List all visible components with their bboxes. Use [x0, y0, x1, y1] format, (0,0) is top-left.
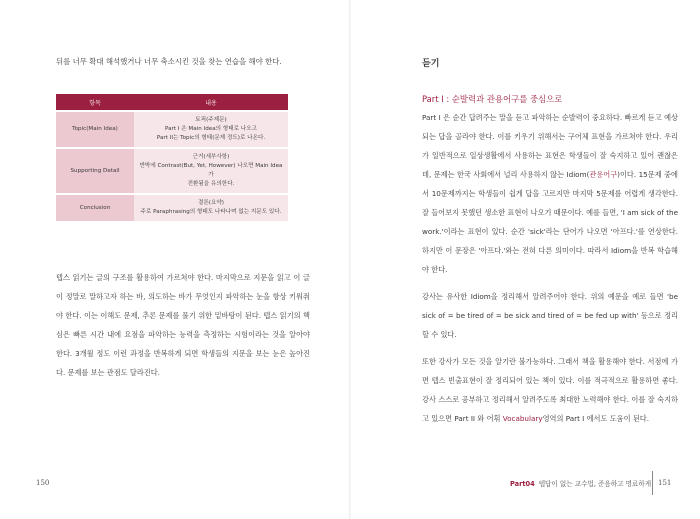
row-content — [134, 111, 288, 148]
row-content — [134, 194, 288, 221]
row-content — [134, 148, 288, 194]
table-header-item: 항목 — [56, 94, 134, 111]
intro-text: 뒤를 너무 확대 해석했거나 너무 축소시킨 것을 찾는 연습을 해야 한다. — [56, 57, 282, 66]
paragraph — [422, 108, 678, 279]
left-body-paragraph: 텝스 읽기는 글의 구조를 활용하여 가르쳐야 한다. 마지막으로 지문을 읽고 이 글이 정말로 말하고자 하는 바, 의도하는 바가 무엇인지 파악하는 눈을 항상 키워줘야 한다. 이는 이해도 문제, 추론 문제를 풀기 위한 밑바탕이 된다. 텝스 읽기의 핵심은 빠른 시간 내에 요점을 파악하는 능력을 측정하는 시험이라는 것을 알아야 한다. 3개월 정도 이런 과정을 반복하게 되면 학생들의 지문을 보는 눈은 높아진다. 문제를 보는 관점도 달라진다. — [56, 273, 310, 377]
highlight-text: Vocabulary — [502, 414, 543, 423]
section-heading: 듣기 — [422, 59, 440, 69]
right-body — [422, 108, 678, 436]
paragraph — [422, 352, 678, 428]
paragraph: 강사는 유사한 Idiom을 정리해서 알려주어야 한다. 위의 예문을 예로 들면 'be sick of = be tired of = be sick and tired of = be fed up with' 등으로 정리할 수 있다. — [422, 292, 678, 339]
right-page — [350, 0, 700, 519]
text-run: Part I 은 순간 답려주는 말을 듣고 파악하는 순발력이 중요하다. 빠르게 듣고 예상되는 답을 골라야 한다. 이를 키우기 위해서는 구어체 표현을 가르쳐야 한다. 우리가 일반적으로 일상생활에서 사용하는 표현은 학생들이 잘 숙지하고 있어 괜찮은데, 문제는 한국 사회에서 널리 사용하지 않는 Idiom( — [422, 113, 678, 179]
row-line: Part I 은 Main Idea의 형태로 나오고 — [164, 126, 257, 132]
row-label: Topic(Main Idea) — [56, 111, 134, 148]
row-label: Conclusion — [56, 194, 134, 221]
footer-title: 텝답이 없는 교수법, 준음하고 명료하게 — [538, 480, 652, 488]
row-line: Part II는 Topic의 형태(문제 정도)로 나온다. — [156, 135, 266, 141]
page-number-left: 150 — [36, 479, 50, 487]
text-run: )이다. 15문제 중에서 10문제까지는 학생들이 쉽게 답을 고르지만 마지막 5문제를 어렵게 생각한다. 잘 들어보지 못했던 생소한 표현이 나오기 때문이다. 예를 들면, 'I am sick of the work.'이라는 표현이 있다. 순간 'sick'라는 단어가 나오면 '아프다.'를 연상한다. 하지만 이 문장은 '아프다.'와는 전혀 다른 의미이다. 따라서 Idiom을 반복 학습해야 한다. — [422, 170, 678, 274]
highlight-text: 관용어구 — [589, 170, 618, 179]
table-row — [56, 148, 288, 194]
section-subheading: Part I : 순발력과 관용어구를 중심으로 — [422, 94, 563, 104]
table-row — [56, 111, 288, 148]
row-line: 근거(세부사항) — [192, 154, 230, 160]
row-label: Supporting Detail — [56, 148, 134, 194]
row-line: 전환됨을 유의한다. — [187, 181, 235, 187]
row-line: 반박에 Contrast(But, Yet, However) 나오면 Main Idea가 — [139, 163, 283, 178]
row-line: 토픽(주제문) — [195, 117, 227, 123]
footer-part-label: Part04 — [510, 480, 535, 488]
running-footer — [510, 478, 651, 488]
row-line: 결론(요약) — [198, 200, 224, 206]
row-line: 주로 Paraphrasing의 형태도 나타나며 없는 지문도 있다. — [140, 209, 282, 215]
table-header-content: 내용 — [134, 94, 288, 111]
text-run: 영역의 Part I 에서도 도움이 된다. — [542, 414, 649, 423]
page-number-right: 151 — [658, 479, 672, 487]
table-row — [56, 194, 288, 221]
footer-divider — [652, 471, 653, 495]
text-run: 또한 강사가 모든 것을 알기란 불가능하다. 그래서 책을 활용해야 한다. 서점에 가면 텝스 빈출표현이 잘 정리되어 있는 책이 있다. 이를 적극적으로 활용하면 좋다. 강사 스스로 공부하고 정리해서 알려주도록 최대한 노력해야 한다. 이를 잘 숙지하고 있으면 Part II 와 어휘 — [422, 357, 678, 423]
summary-table — [56, 94, 288, 221]
